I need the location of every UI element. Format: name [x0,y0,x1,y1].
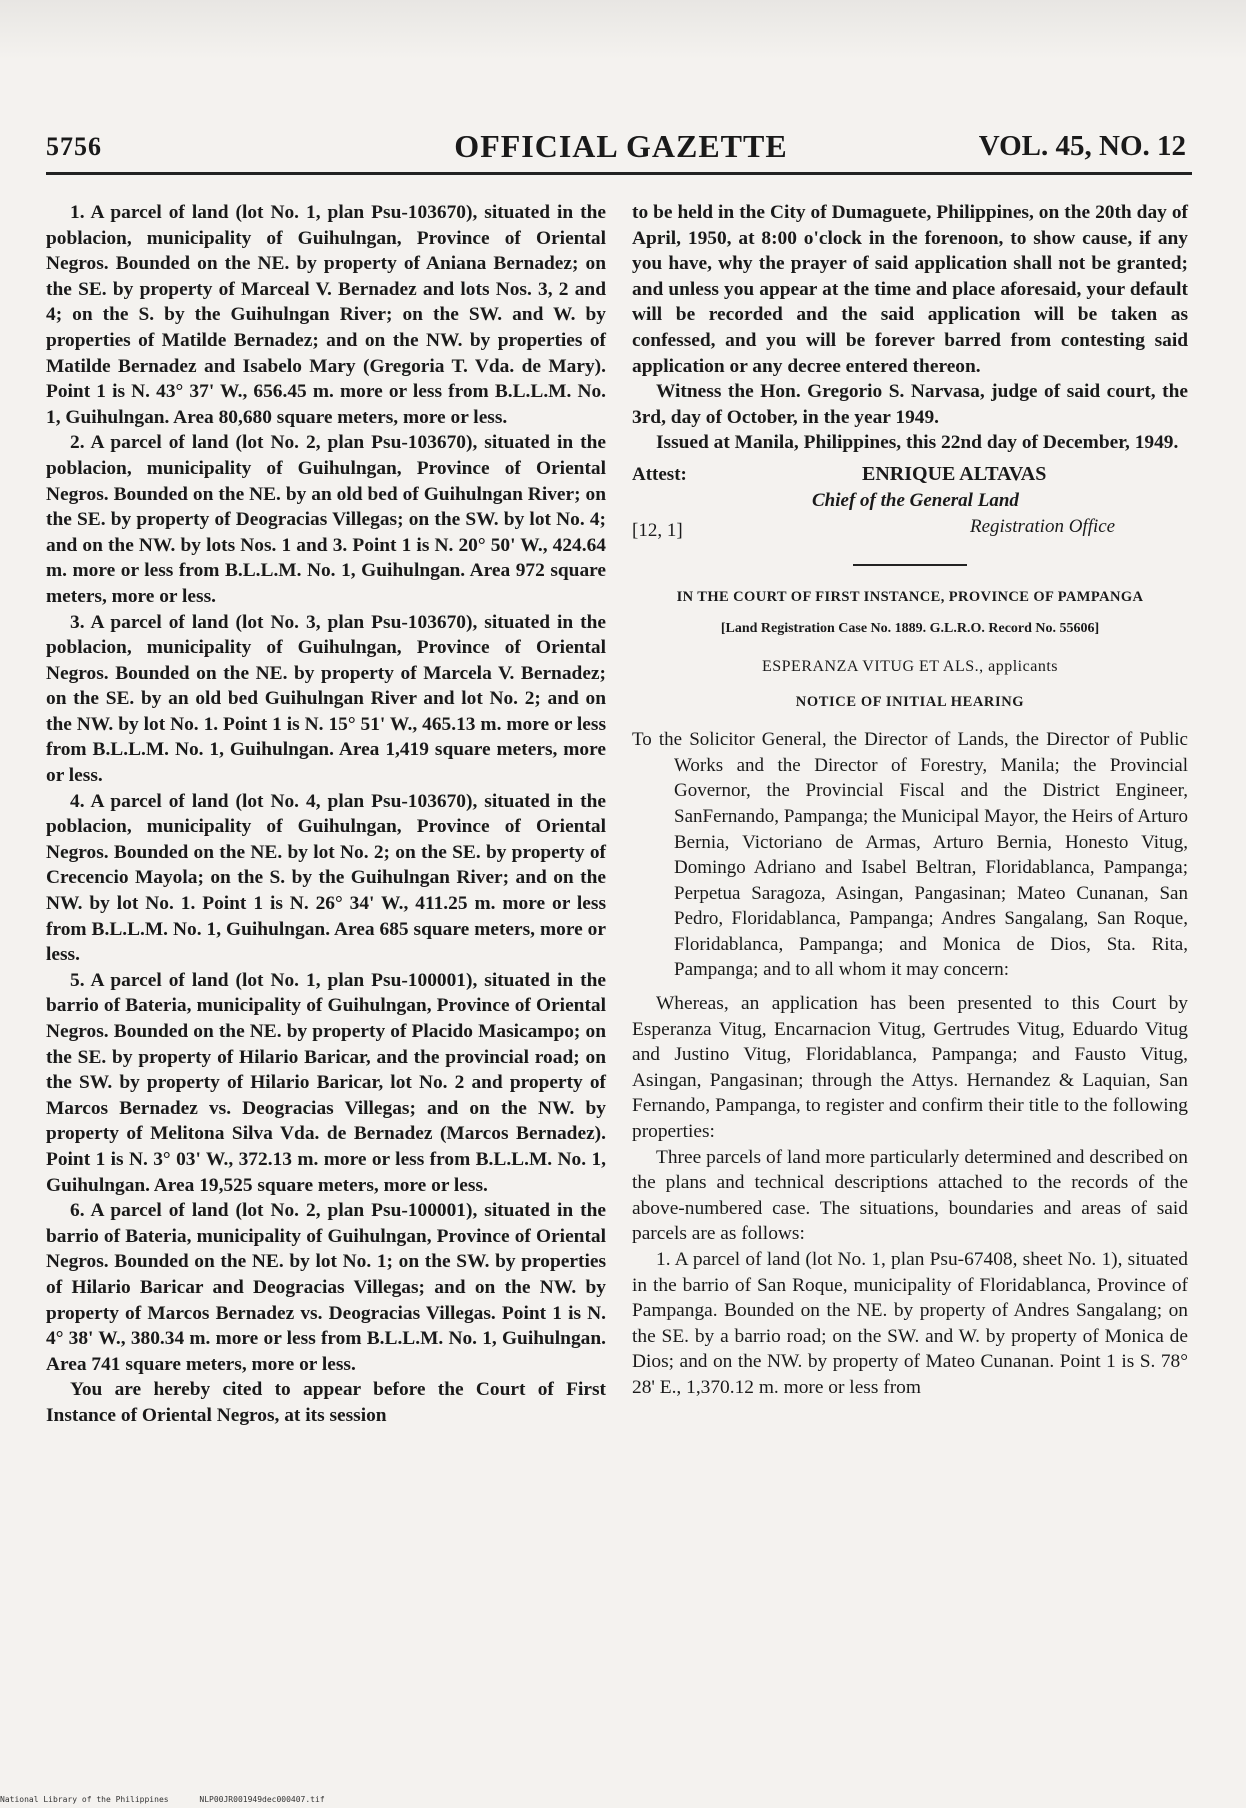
parcel-paragraph: 3. A parcel of land (lot No. 3, plan Psu-103670), situated in the poblacion, municipality of Guihulngan, Province of Oriental Negros. Bounded on the NE. by property of Marcela V. Bernadez; on the SE. by an old bed Guihulngan River and lot No. 2; and on the NW. by lot No. 1. Point 1 is N. 15° 51' W., 465.13 m. more or less from B.L.L.M. No. 1, Guihulngan. Area 1,419 square meters, more or less. [46,611,606,787]
attestation-block [632,460,1188,550]
publication-title: OFFICIAL GAZETTE [454,128,788,164]
left-column [46,200,606,1429]
notice-address: To the Solicitor General, the Director of Lands, the Director of Public Works and the Director of Forestry, Manila; the Provincial Governor, the Provincial Fiscal and the District Engineer, SanFernando, Pampanga; the Municipal Mayor, the Heirs of Arturo Bernia, Victoriano de Armas, Arturo Bernia, Honesto Vitug, Domingo Adriano and Isabel Beltran, Floridablanca, Pampanga; Perpetua Saragoza, Asingan, Pangasinan; Mateo Cunanan, San Pedro, Floridablanca, Pampanga; Andres Sangalang, San Roque, Floridablanca, Pampanga; and Monica de Dios, Sta. Rita, Pampanga; and to all whom it may concern: [632,729,1188,981]
scan-filename: NLP00JR001949dec000407.tif [199,1795,325,1804]
court-heading: IN THE COURT OF FIRST INSTANCE, PROVINCE OF PAMPANGA [676,588,1144,605]
citation-paragraph: You are hereby cited to appear before the Court of First Instance of Oriental Negros, at its session [46,1379,606,1426]
parcel-paragraph: 6. A parcel of land (lot No. 2, plan Psu-100001), situated in the barrio of Bateria, municipality of Guihulngan, Province of Oriental Negros. Bounded on the NE. by lot No. 1; on the SW. by properties of Hilario Baricar and Deogracias Villegas; and on the NW. by property of Marcos Bernadez vs. Deogracias Villegas. Point 1 is N. 4° 38' W., 380.34 m. more or less from B.L.L.M. No. 1, Guihulngan. Area 741 square meters, more or less. [46,1200,606,1375]
notice-title: NOTICE OF INITIAL HEARING [795,693,1025,710]
parcel-paragraph: 1. A parcel of land (lot No. 1, plan Psu-103670), situated in the poblacion, municipality of Guihulngan, Province of Oriental Negros. Bounded on the NE. by property of Aniana Bernadez; on the SE. by property of Marceal V. Bernadez and lots Nos. 3, 2 and 4; on the S. by the Guihulngan River; on the SW. and W. by properties of Matilde Bernadez; and on the NW. by properties of Matilde Bernadez and Isabelo Mary (Gregoria T. Vda. de Mary). Point 1 is N. 43° 37' W., 656.45 m. more or less from B.L.L.M. No. 1, Guihulngan. Area 80,680 square meters, more or less. [46,202,606,428]
page-header [46,128,1196,168]
whereas-paragraph: Whereas, an application has been presented to this Court by Esperanza Vitug, Encarnacion Vitug, Gertrudes Vitug, Eduardo Vitug and Justino Vitug, Floridablanca, Pampanga; and Fausto Vitug, Asingan, Pangasinan; through the Attys. Hernandez & Laquian, San Fernando, Pampanga, to register and confirm their title to the following properties: [632,993,1188,1143]
case-reference: [Land Registration Case No. 1889. G.L.R.O. Record No. 55606] [720,620,1100,636]
parcels-intro-paragraph: Three parcels of land more particularly determined and described on the plans and technical descriptions attached to the records of the above-numbered case. The situations, boundaries and areas of said parcels are as follows: [632,1146,1188,1245]
signatory-name: ENRIQUE ALTAVAS [862,462,1047,485]
right-column [632,200,1188,1401]
summons-continuation [632,200,1188,456]
scan-footer [0,1795,351,1804]
issue-code: [12, 1] [632,519,683,541]
volume-number: VOL. 45, NO. 12 [978,130,1186,162]
header-rule [46,172,1192,175]
parcel-paragraph: 4. A parcel of land (lot No. 4, plan Psu-103670), situated in the poblacion, municipality of Guihulngan, Province of Oriental Negros. Bounded on the NE. by lot No. 2; on the SE. by property of Crecencio Mayola; on the S. by the Guihulngan River; and on the NW. by lot No. 1. Point 1 is N. 26° 34' W., 411.25 m. more or less from B.L.L.M. No. 1, Guihulngan. Area 685 square meters, more or less. [46,790,606,966]
parcel-paragraph: 5. A parcel of land (lot No. 1, plan Psu-100001), situated in the barrio of Bateria, municipality of Guihulngan, Province of Oriental Negros. Bounded on the NE. by property of Placido Masicampo; on the SE. by property of Hilario Baricar, and the provincial road; on the SW. by property of Hilario Baricar, lot No. 2 and property of Marcos Bernadez vs. Deogracias Villegas; and on the NW. by property of Melitona Silva Vda. de Bernadez (Marcos Bernadez). Point 1 is N. 3° 03' W., 372.13 m. more or less from B.L.L.M. No. 1, Guihulngan. Area 19,525 square meters, more or less. [46,969,606,1196]
continuation-paragraph: to be held in the City of Dumaguete, Philippines, on the 20th day of April, 1950, at 8:00 o'clock in the forenoon, to show cause, if any you have, why the prayer of said application shall not be granted; and unless you appear at the time and place aforesaid, your default will be recorded and the said application will be taken as confessed, and you will be forever barred from contesting said application or any decree entered thereon. [632,202,1188,377]
parcel-paragraph: 2. A parcel of land (lot No. 2, plan Psu-103670), situated in the poblacion, municipality of Guihulngan, Province of Oriental Negros. Bounded on the NE. by an old bed of Guihulngan River; on the SE. by property of Deogracias Villegas; on the SW. by lot No. 4; and on the NW. by lots Nos. 1 and 3. Point 1 is N. 20° 50' W., 424.64 m. more or less from B.L.L.M. No. 1, Guihulngan. Area 972 square meters, more or less. [46,432,606,607]
witness-paragraph: Witness the Hon. Gregorio S. Narvasa, judge of said court, the 3rd, day of October, in the year 1949. [632,381,1188,428]
applicants-line: ESPERANZA VITUG ET ALS., applicants [761,657,1058,675]
section-divider [853,564,967,566]
parcel-paragraph: 1. A parcel of land (lot No. 1, plan Psu-67408, sheet No. 1), situated in the barrio of San Roque, municipality of Floridablanca, Province of Pampanga. Bounded on the NE. by property of Andres Sangalang; on the SE. by a barrio road; on the SW. and W. by property of Monica de Dios; and on the NW. by property of Mateo Cunanan. Point 1 is S. 78° 28' E., 1,370.12 m. more or less from [632,1249,1188,1398]
library-credit: National Library of the Philippines [0,1795,169,1804]
issued-paragraph: Issued at Manila, Philippines, this 22nd day of December, 1949. [656,432,1179,454]
signatory-title-line-1: Chief of the General Land [812,489,1019,511]
attest-label: Attest: [632,463,687,485]
signatory-title-line-2: Registration Office [970,515,1116,537]
page-number: 5756 [46,132,102,161]
